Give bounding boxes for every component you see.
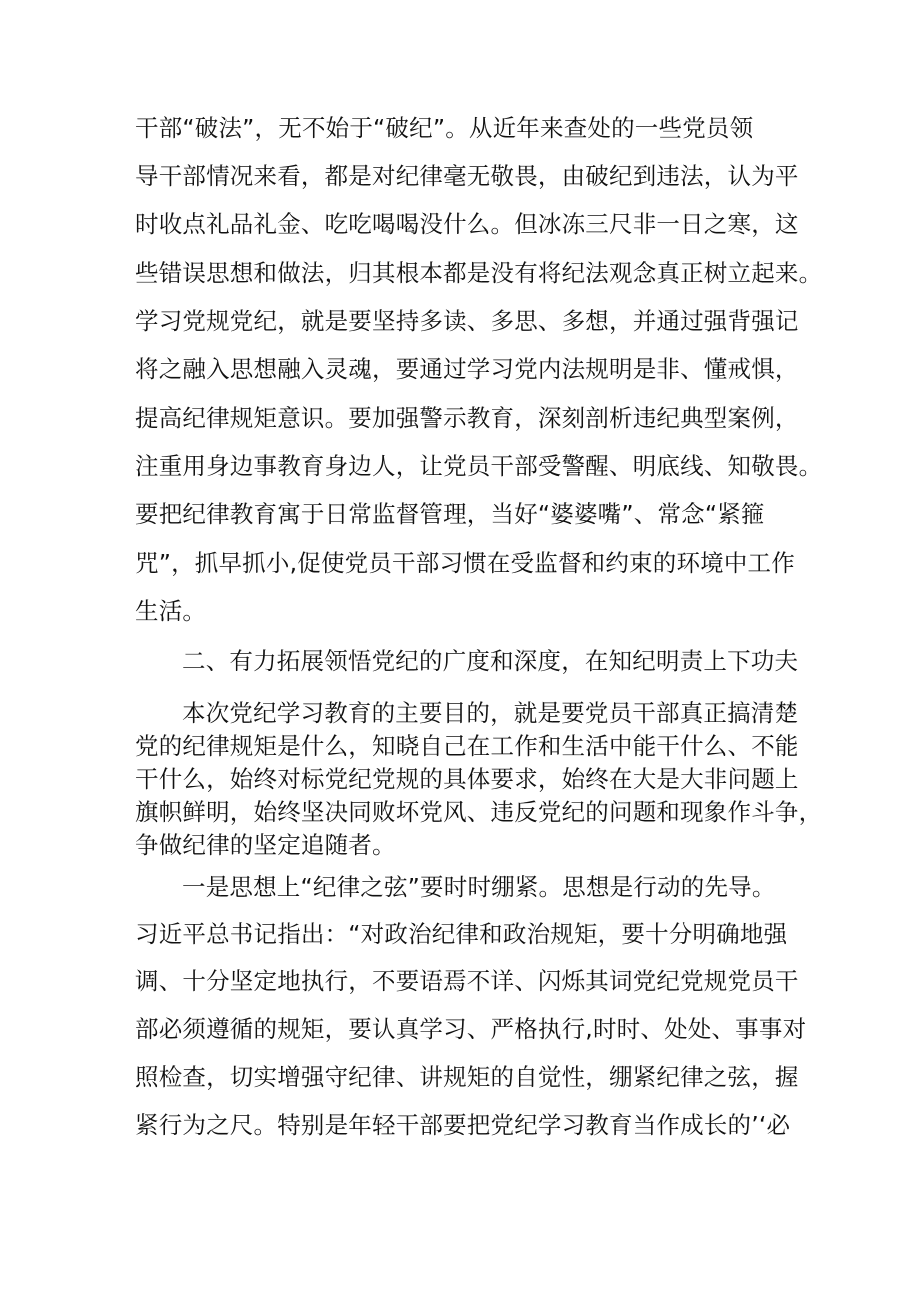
text-line: 争做纪律的坚定追随者。	[135, 831, 396, 859]
text-line: 旗帜鲜明，始终坚决同败坏党风、违反党纪的问题和现象作斗争，	[135, 798, 823, 826]
text-line: 习近平总书记指出：“对政治纪律和政治规矩，要十分明确地强	[135, 920, 788, 948]
text-line: 干部“破法”，无不始于“破纪”。从近年来查处的一些党员领	[135, 114, 754, 142]
text-line: 导干部情况来看，都是对纪律毫无敬畏，由破纪到违法，认为平	[135, 162, 799, 190]
text-line: 本次党纪学习教育的主要目的，就是要党员干部真正搞清楚	[182, 699, 799, 727]
text-line: 部必须遵循的规矩，要认真学习、严格执行,时时、处处、事事对	[135, 1015, 807, 1043]
text-line: 调、十分坚定地执行，不要语焉不详、闪烁其词党纪党规党员干	[135, 967, 799, 995]
text-line: 学习党规党纪，就是要坚持多读、多思、多想，并通过强背强记	[135, 307, 799, 335]
text-line: 紧行为之尺。特别是年轻干部要把党纪学习教育当作成长的’‘必	[135, 1111, 791, 1139]
section-heading: 二、有力拓展领悟党纪的广度和深度，在知纪明责上下功夫	[182, 647, 799, 675]
text-line: 注重用身边事教育身边人，让党员干部受警醒、明底线、知敬畏。	[135, 452, 823, 480]
text-line: 要把纪律教育寓于日常监督管理，当好“婆婆嘴”、常念“紧箍	[135, 500, 765, 528]
text-line: 一是思想上“纪律之弦”要时时绷紧。思想是行动的先导。	[182, 873, 776, 901]
text-line: 时收点礼品礼金、吃吃喝喝没什么。但冰冻三尺非一日之寒，这	[135, 210, 799, 238]
text-line: 照检查，切实增强守纪律、讲规矩的自觉性，绷紧纪律之弦，握	[135, 1063, 799, 1091]
text-line: 些错误思想和做法，归其根本都是没有将纪法观念真正树立起来。	[135, 259, 823, 287]
text-line: 生活。	[135, 597, 207, 625]
text-line: 咒”，抓早抓小,促使党员干部习惯在受监督和约束的环境中工作	[135, 549, 795, 577]
text-line: 党的纪律规矩是什么，知晓自己在工作和生活中能干什么、不能	[135, 732, 799, 760]
text-line: 干什么，始终对标党纪党规的具体要求，始终在大是大非问题上	[135, 765, 799, 793]
text-line: 将之融入思想融入灵魂，要通过学习党内法规明是非、懂戒惧，	[135, 355, 799, 383]
text-line: 提高纪律规矩意识。要加强警示教育，深刻剖析违纪典型案例，	[135, 404, 799, 432]
